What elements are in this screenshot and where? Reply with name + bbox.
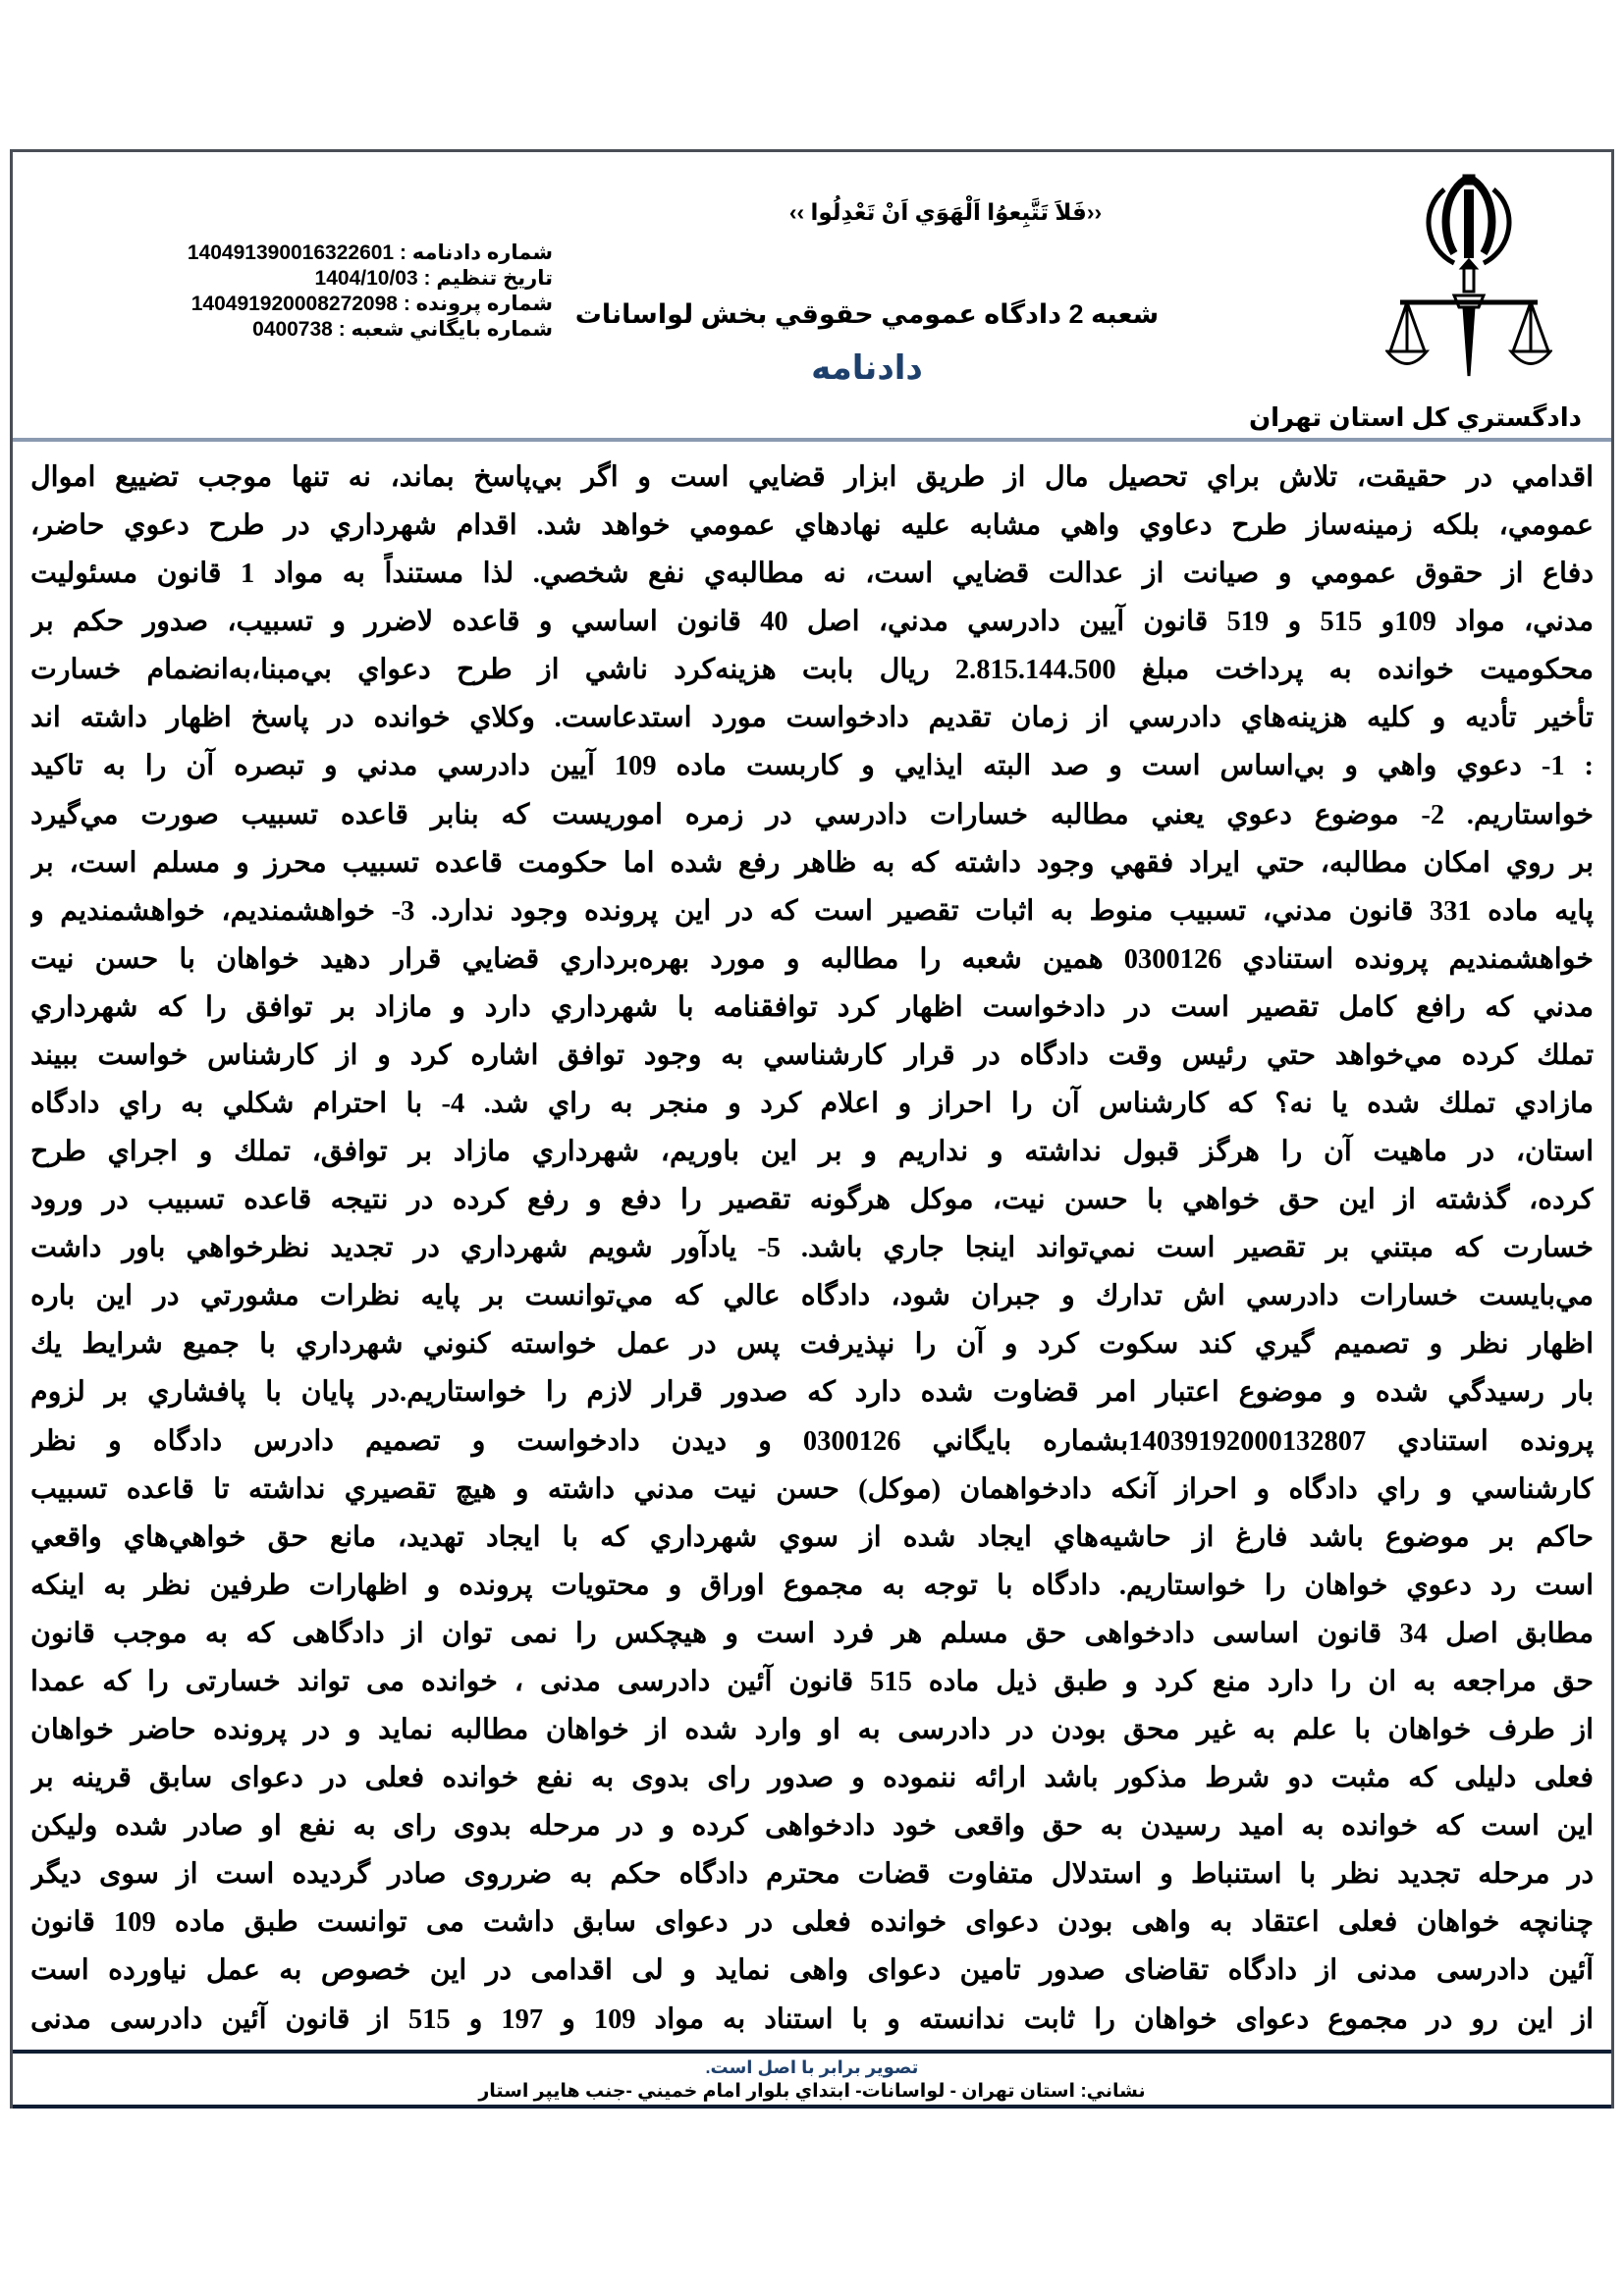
- document-meta: [101, 240, 553, 343]
- body-text-line: كرده، گذشته از اين حق خواهي با حسن نيت، موكل هرگونه تقصير را دفع و رفع كرده در نتيجه قاعده تسبيب در ورود: [30, 1185, 1594, 1216]
- body-text-line: دفاع از حقوق عمومي و صيانت از عدالت قضايي است، نه مطالبه‌ي نفع شخصي. لذا مستنداً به مواد 1 قانون مسئوليت: [30, 559, 1594, 590]
- body-text-line: در مرحله تجدید نظر با استنباط و استدلال متفاوت قضات محترم دادگاه حکم به ضرروی صادر گردیده است از سوی دیگر: [30, 1859, 1594, 1891]
- body-text-line: حاكم بر موضوع باشد فارغ از حاشيه‌هاي ايجاد شده از سوي شهرداري كه با ايجاد تهديد، مانع حق خواهي‌هاي واقعي: [30, 1522, 1594, 1553]
- body-text-line: آئین دادرسی مدنی از دادگاه تقاضای صدور تامین دعوای واهی نماید و لی اقدامی در این خصوص به عمل نیاورده است: [30, 1955, 1594, 1987]
- body-text-line: مدني، مواد 109و 515 و 519 قانون آيين دادرسي مدني، اصل 40 قانون اساسي و قاعده لاضرر و تسبيب، صدور حكم بر: [30, 607, 1594, 638]
- body-text-line: عمومي، بلكه زمينه‌ساز طرح دعاوي واهي مشابه عليه نهادهاي عمومي خواهد شد. اقدام شهرداري در طرح دعوي حاضر،: [30, 510, 1594, 542]
- body-text-line: بار رسيدگي شده و موضوع اعتبار امر قضاوت شده دارد كه صدور قرار لازم را خواستاريم.در پايان با پافشاري بر لزوم: [30, 1377, 1594, 1409]
- body-text-line: استان، در ماهيت آن را هرگز قبول نداشته و نداريم و بر اين باوريم، شهرداري مازاد بر توافق، تملك و اجراي طرح: [30, 1137, 1594, 1168]
- verdict-body: [13, 442, 1611, 2052]
- body-text-line: : 1- دعوي واهي و بي‌اساس است و صد البته ايذايي و كاربست ماده 109 آيين دادرسي مدني و تبصره آن را به تاكيد: [30, 751, 1594, 782]
- document-frame: [10, 149, 1614, 2109]
- document-footer: [13, 2050, 1611, 2109]
- body-text-line: خواهشمنديم پرونده استنادي 0300126 همين شعبه را مطالبه و مورد بهره‌برداري قضايي قرار دهيد خواهان با حسن نيت: [30, 943, 1594, 975]
- body-text-line: مطابق اصل 34 قانون اساسی دادخواهی حق مسلم هر فرد است و هیچکس را نمی توان از دادگاهی که به موجب قانون: [30, 1618, 1594, 1649]
- body-text-line: پايه ماده 331 قانون مدني، تسبيب منوط به اثبات تقصير است كه در اين پرونده وجود ندارد. 3- خواهشمنديم، خواهشمنديم و: [30, 895, 1594, 927]
- body-text-line: بر روي امكان مطالبه، حتي ايراد فقهي وجود داشته كه به ظاهر رفع شده اما حكومت قاعده تسبيب محرز و مسلم است، بر: [30, 847, 1594, 879]
- court-address: نشاني: استان تهران - لواسانات- ابتداي بلوار امام خميني -جنب هايپر استار: [478, 2081, 1146, 2102]
- body-text-line: چنانچه خواهان فعلی اعتقاد به واهی بودن دعوای خوانده فعلی در دعوای سابق داشت می توانست طبق ماده 109 قانون: [30, 1907, 1594, 1939]
- scales-of-justice-icon: [1385, 170, 1552, 386]
- meta-case-number: شماره پرونده : 140491920008272098: [190, 293, 553, 315]
- body-text-line: خواستاريم. 2- موضوع دعوي يعني مطالبه خسارات دادرسي در زمره اموريست كه بنابر قاعده تسبيب صورت مي‌گيرد: [30, 799, 1594, 830]
- meta-verdict-number: شماره دادنامه : 140491390016322601: [187, 241, 553, 264]
- body-text-line: اقدامي در حقيقت، تلاش براي تحصيل مال از طريق ابزار قضايي است و اگر بي‌پاسخ بماند، نه تنها موجب تضييع اموال: [30, 462, 1594, 493]
- judiciary-emblem: [1248, 160, 1592, 435]
- meta-issue-date: تاريخ تنظيم : 1404/10/03: [314, 267, 553, 290]
- body-text-line: است رد دعوي خواهان را خواستاريم. دادگاه با توجه به مجموع اوراق و محتويات پرونده و اظهارات طرفين نظر به اينكه: [30, 1570, 1594, 1601]
- document-header: [13, 152, 1611, 442]
- page-title: دادنامه: [811, 349, 923, 387]
- organization-name: دادگستري كل استان تهران: [1248, 402, 1582, 432]
- footer-rule: [13, 2105, 1611, 2109]
- certified-copy-note: تصوير برابر با اصل است.: [705, 2057, 919, 2077]
- body-text-line: مازادي تملك شده يا نه؟ كه كارشناس آن را احراز و اعلام كرد و منجر به راي شد. 4- با احترام شكلي به راي دادگاه: [30, 1089, 1594, 1120]
- meta-archive-number: شماره بايگاني شعبه : 0400738: [252, 318, 553, 341]
- body-text-line: پرونده استنادي 14039192000132807بشماره بايگاني 0300126 و ديدن دادخواست و تصميم دادرس دادگاه و نظر: [30, 1425, 1594, 1457]
- court-branch: شعبه 2 دادگاه عمومي حقوقي بخش لواسانات: [574, 299, 1160, 329]
- body-text-line: مي‌بايست خسارات دادرسي اش تدارك و جبران شود، دادگاه عالي كه مي‌توانست بر پايه نظرات مشورتي در اين باره: [30, 1281, 1594, 1312]
- body-text-line: تأخير تأديه و كليه هزينه‌هاي دادرسي از زمان تقديم دادخواست مورد استدعاست. وكلاي خوانده در پاسخ اظهار داشته اند: [30, 703, 1594, 734]
- body-text-line: از طرف خواهان با علم به غیر محق بودن در دادرسی به او وارد شده از خواهان مطالبه نماید و در پرونده حاضر خواهان: [30, 1715, 1594, 1746]
- body-text-line: كارشناسي و راي دادگاه و احراز آنكه دادخواهمان (موكل) حسن نيت مدني داشته و هيچ تقصيري نداشته تا قاعده تسبيب: [30, 1473, 1594, 1505]
- body-text-line: مدني كه رافع كامل تقصير است در دادخواست اظهار كرد توافقنامه با شهرداري دارد و مازاد بر توافق را كه شهرداري: [30, 991, 1594, 1023]
- body-text-line: محكوميت خوانده به پرداخت مبلغ 2.815.144.500 ريال بابت هزينه‌كرد ناشي از طرح دعواي بي‌مبنا،به‌انضمام خسارت: [30, 655, 1594, 686]
- body-text-line: این است که خوانده به امید رسیدن به حق واقعی خود دادخواهی کرده و در مرحله بدوی رای به نفع او صادر شده ولیکن: [30, 1811, 1594, 1842]
- body-text-line: حق مراجعه به ان را دارد منع کرد و طبق ذیل ماده 515 قانون آئین دادرسی مدنی ، خوانده می تواند خسارتی را که عمدا: [30, 1666, 1594, 1697]
- body-text-line: اظهار نظر و تصميم گيري كند سكوت كرد و آن را نپذيرفت پس در عمل خواسته كنوني شهرداري با جميع شرايط يك: [30, 1329, 1594, 1361]
- body-text-line: خسارت كه مبتني بر تقصير است نمي‌تواند اينجا جاري باشد. 5- يادآور شويم شهرداري در تجديد نظرخواهي باور داشت: [30, 1233, 1594, 1264]
- body-text-line: از این رو در مجموع دعوای خواهان را ثابت ندانسته و با استناد به مواد 109 و 197 و 515 از قانون آئین دادرسی مدنی: [30, 2003, 1594, 2035]
- body-text-line: تملك كرده مي‌خواهد حتي رئيس وقت دادگاه در قرار كارشناسي به وجود توافق اشاره كرد و از كارشناس خواست ببيند: [30, 1040, 1594, 1071]
- quranic-motto: ‹‹فَلاَ تَتَّبِعوُا اَلْهَوَي اَنْ تَعْدِلُوا ››: [788, 199, 1103, 225]
- body-text-line: فعلی دلیلی که مثبت دو شرط مذکور باشد ارائه ننموده و صدور رای بدوی به نفع خوانده فعلی در دعوای سابق قرینه بر: [30, 1763, 1594, 1794]
